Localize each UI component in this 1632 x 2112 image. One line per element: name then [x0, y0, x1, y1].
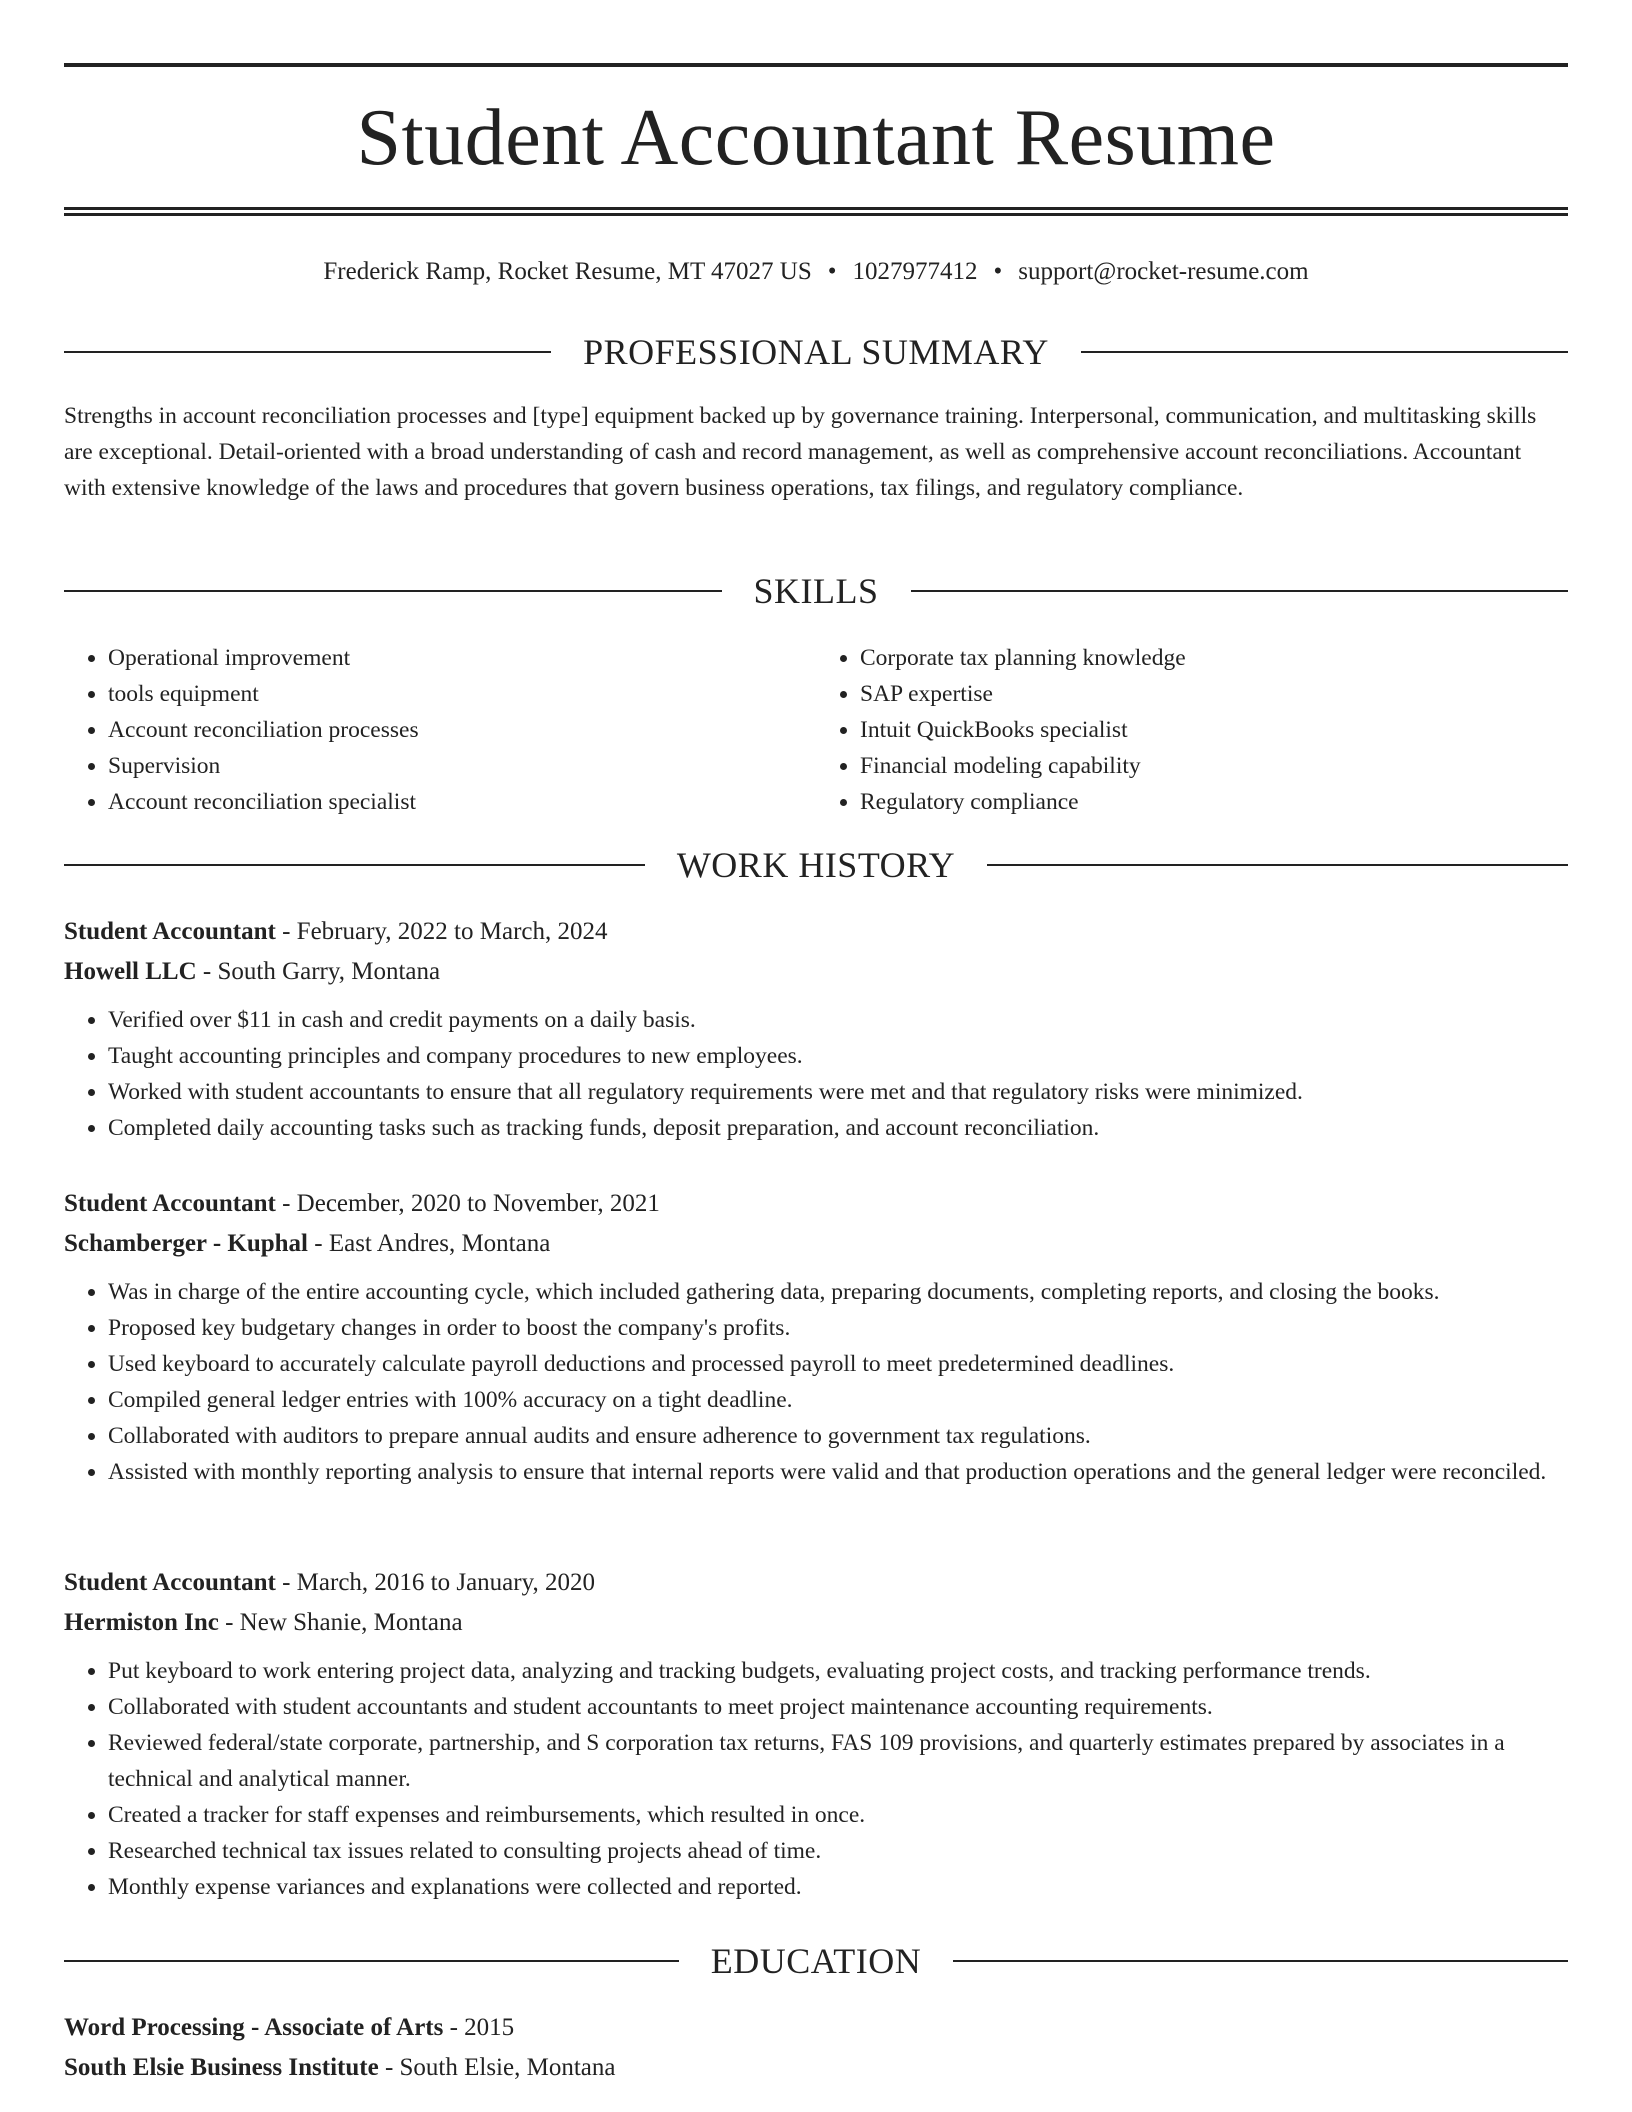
contact-line [64, 256, 1568, 288]
job-bullet: • Was in charge of the entire accounting cycle, which included gathering data, preparing documents, completing reports, and closing the books. [108, 1274, 1568, 1310]
contact-address: Frederick Ramp, Rocket Resume, MT 47027 US [323, 258, 812, 285]
section-title-summary: PROFESSIONAL SUMMARY [583, 332, 1049, 372]
job-bullet: • Collaborated with student accountants and student accountants to meet project maintenance accounting requirements. [108, 1689, 1568, 1725]
skill-item: • Corporate tax planning knowledge [860, 640, 1568, 676]
skill-item: • Account reconciliation specialist [108, 784, 816, 820]
job-company: Hermiston Inc [64, 1609, 219, 1636]
job-bullet: • Completed daily accounting tasks such as tracking funds, deposit preparation, and account reconciliation. [108, 1110, 1568, 1146]
section-title-skills: SKILLS [753, 571, 879, 611]
section-rule [64, 864, 645, 866]
job-bullet: • Monthly expense variances and explanations were collected and reported. [108, 1869, 1568, 1905]
job-entry [64, 912, 1568, 1146]
section-rule [911, 590, 1569, 592]
job-location: - New Shanie, Montana [218, 1609, 463, 1636]
job-title: Student Accountant [64, 918, 276, 945]
job-company-line [64, 1603, 1568, 1643]
education-school: South Elsie Business Institute [64, 2054, 379, 2081]
contact-separator: • [993, 258, 1003, 285]
job-dates: - December, 2020 to November, 2021 [275, 1190, 660, 1217]
skills-column-right [816, 640, 1568, 820]
skill-item: • Supervision [108, 748, 816, 784]
job-bullet: • Reviewed federal/state corporate, partnership, and S corporation tax returns, FAS 109 provisions, and quarterly estimates prepared by associates in a technical and analytical manner. [108, 1725, 1568, 1797]
top-rule [64, 63, 1568, 67]
job-bullet: • Verified over $11 in cash and credit payments on a daily basis. [108, 1002, 1568, 1038]
job-bullets [64, 1002, 1568, 1146]
education-entry [64, 2008, 1568, 2098]
job-location: - South Garry, Montana [196, 958, 441, 985]
job-company-line [64, 1224, 1568, 1264]
section-rule [64, 590, 722, 592]
job-bullets [64, 1274, 1568, 1490]
education-school-line [64, 2048, 1568, 2088]
section-rule [64, 351, 551, 353]
section-header-summary [64, 330, 1568, 374]
job-bullet: • Created a tracker for staff expenses and reimbursements, which resulted in once. [108, 1797, 1568, 1833]
education-year: - 2015 [443, 2014, 515, 2041]
job-bullet: • Put keyboard to work entering project data, analyzing and tracking budgets, evaluating project costs, and tracking performance trends. [108, 1653, 1568, 1689]
job-bullet: • Assisted with monthly reporting analysis to ensure that internal reports were valid and that production operations and the general ledger were reconciled. [108, 1454, 1568, 1490]
section-title-education: EDUCATION [710, 1941, 922, 1981]
job-company: Howell LLC [64, 958, 197, 985]
section-rule [1081, 351, 1568, 353]
section-header-skills [64, 569, 1568, 613]
section-rule [953, 1960, 1568, 1962]
section-title-work: WORK HISTORY [676, 845, 956, 885]
job-bullet: • Taught accounting principles and company procedures to new employees. [108, 1038, 1568, 1074]
summary-text: Strengths in account reconciliation processes and [type] equipment backed up by governance training. Interpersonal, communication, and multitasking skills are exceptional. Detail-oriented with a broad understanding of cash and record management, as well as comprehensive account reconciliations. Accountant with extensive knowledge of the laws and procedures that govern business operations, tax filings, and regulatory compliance. [64, 403, 1537, 501]
skill-item: • Regulatory compliance [860, 784, 1568, 820]
education-degree-line [64, 2008, 1568, 2048]
section-header-work [64, 843, 1568, 887]
education-degree: Word Processing - Associate of Arts [64, 2014, 444, 2041]
job-dates: - March, 2016 to January, 2020 [275, 1569, 595, 1596]
contact-email: support@rocket-resume.com [1018, 258, 1309, 285]
title-double-rule [64, 207, 1568, 216]
skills-list [64, 640, 1568, 820]
section-header-education [64, 1939, 1568, 1983]
job-bullet: • Collaborated with auditors to prepare annual audits and ensure adherence to government tax regulations. [108, 1418, 1568, 1454]
job-entry [64, 1184, 1568, 1490]
job-bullets [64, 1653, 1568, 1905]
job-title-line [64, 1184, 1568, 1224]
skill-item: • SAP expertise [860, 676, 1568, 712]
job-title-line [64, 912, 1568, 952]
job-company-line [64, 952, 1568, 992]
section-rule [64, 1960, 679, 1962]
job-bullet: • Worked with student accountants to ensure that all regulatory requirements were met and that regulatory risks were minimized. [108, 1074, 1568, 1110]
skill-item: • Account reconciliation processes [108, 712, 816, 748]
job-location: - East Andres, Montana [308, 1230, 551, 1257]
contact-phone: 1027977412 [852, 258, 978, 285]
job-dates: - February, 2022 to March, 2024 [275, 918, 608, 945]
job-bullet: • Used keyboard to accurately calculate payroll deductions and processed payroll to meet predetermined deadlines. [108, 1346, 1568, 1382]
job-entry [64, 1563, 1568, 1905]
job-title: Student Accountant [64, 1569, 276, 1596]
job-company: Schamberger - Kuphal [64, 1230, 308, 1257]
job-title-line [64, 1563, 1568, 1603]
skill-item: • Intuit QuickBooks specialist [860, 712, 1568, 748]
education-location: - South Elsie, Montana [378, 2054, 616, 2081]
contact-separator: • [827, 258, 837, 285]
skill-item: • Operational improvement [108, 640, 816, 676]
skill-item: • Financial modeling capability [860, 748, 1568, 784]
skills-column-left [64, 640, 816, 820]
section-rule [987, 864, 1568, 866]
job-bullet: • Proposed key budgetary changes in order to boost the company's profits. [108, 1310, 1568, 1346]
skill-item: • tools equipment [108, 676, 816, 712]
job-bullet: • Researched technical tax issues related to consulting projects ahead of time. [108, 1833, 1568, 1869]
resume-title: Student Accountant Resume [356, 94, 1276, 182]
job-bullet: • Compiled general ledger entries with 100% accuracy on a tight deadline. [108, 1382, 1568, 1418]
job-title: Student Accountant [64, 1190, 276, 1217]
